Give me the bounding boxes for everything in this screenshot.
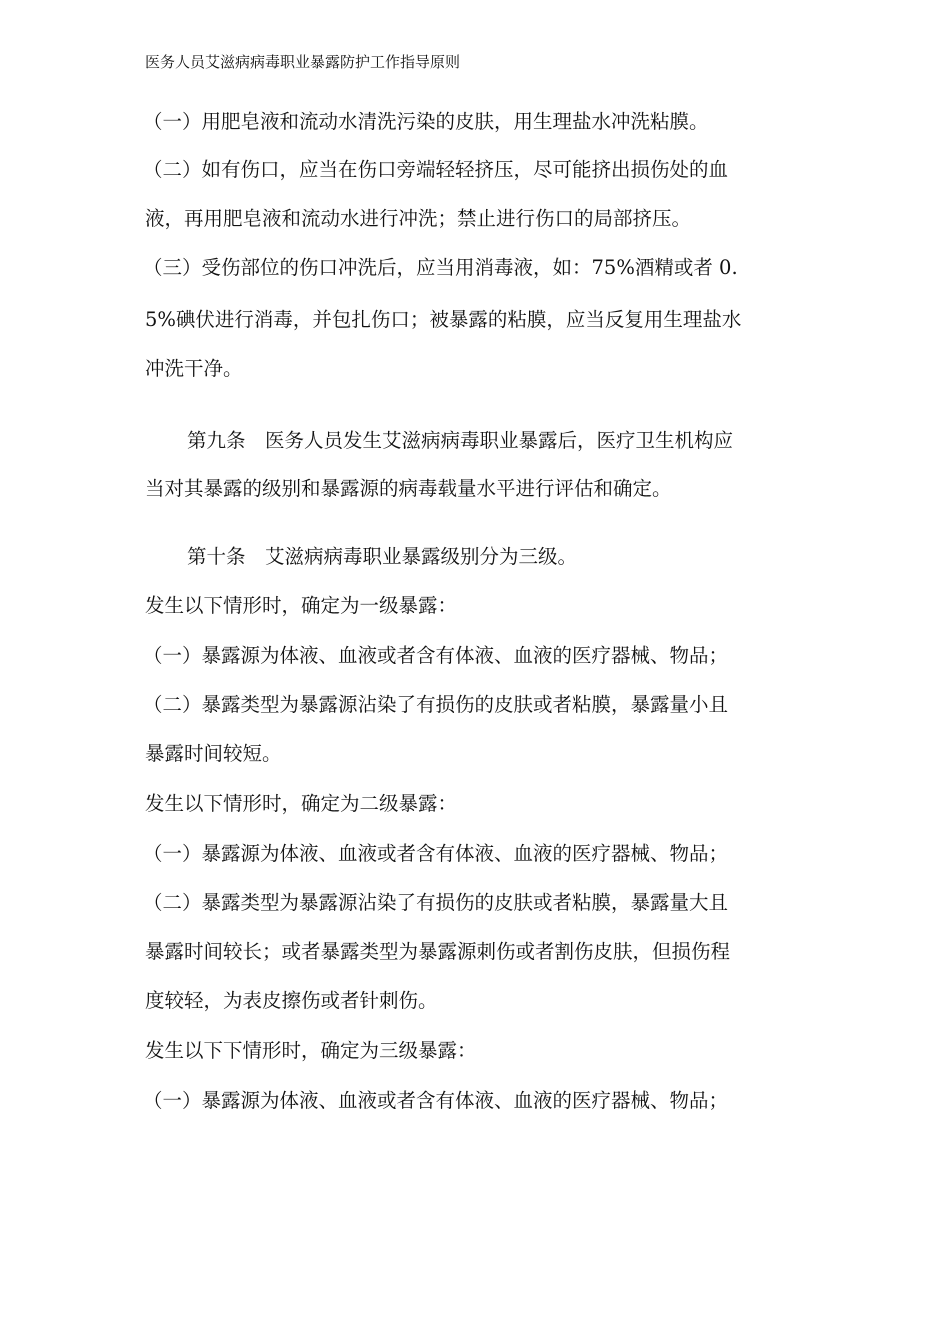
- level-2-item-2-line-2: 暴露时间较长；或者暴露类型为暴露源刺伤或者割伤皮肤，但损伤程: [145, 940, 731, 963]
- paragraph-line-5: 5%碘伏进行消毒，并包扎伤口；被暴露的粘膜，应当反复用生理盐水: [145, 308, 742, 331]
- article-9-line-2: 当对其暴露的级别和暴露源的病毒载量水平进行评估和确定。: [145, 477, 672, 500]
- level-2-item-1: （一）暴露源为体液、血液或者含有体液、血液的医疗器械、物品；: [143, 842, 729, 865]
- article-10-line-1: 第十条 艾滋病病毒职业暴露级别分为三级。: [187, 545, 578, 568]
- paragraph-line-3: 液，再用肥皂液和流动水进行冲洗；禁止进行伤口的局部挤压。: [145, 207, 692, 230]
- level-1-item-1: （一）暴露源为体液、血液或者含有体液、血液的医疗器械、物品；: [143, 644, 729, 667]
- level-2-item-2-line-1: （二）暴露类型为暴露源沾染了有损伤的皮肤或者粘膜，暴露量大且: [143, 891, 729, 914]
- level-1-item-2-line-2: 暴露时间较短。: [145, 742, 282, 765]
- paragraph-line-2: （二）如有伤口，应当在伤口旁端轻轻挤压，尽可能挤出损伤处的血: [143, 158, 729, 181]
- paragraph-line-6: 冲洗干净。: [145, 357, 243, 380]
- level-1-item-2-line-1: （二）暴露类型为暴露源沾染了有损伤的皮肤或者粘膜，暴露量小且: [143, 693, 729, 716]
- level-2-intro: 发生以下情形时，确定为二级暴露：: [145, 792, 458, 815]
- level-3-item-1: （一）暴露源为体液、血液或者含有体液、血液的医疗器械、物品；: [143, 1089, 729, 1112]
- running-header: 医务人员艾滋病病毒职业暴露防护工作指导原则: [145, 53, 461, 71]
- level-2-item-2-line-3: 度较轻，为表皮擦伤或者针刺伤。: [145, 989, 438, 1012]
- level-1-intro: 发生以下情形时，确定为一级暴露：: [145, 594, 458, 617]
- paragraph-line-1: （一）用肥皂液和流动水清洗污染的皮肤，用生理盐水冲洗粘膜。: [143, 110, 709, 133]
- paragraph-line-4: （三）受伤部位的伤口冲洗后，应当用消毒液，如：75%酒精或者 0.: [143, 256, 738, 279]
- level-3-intro: 发生以下下情形时，确定为三级暴露：: [145, 1039, 477, 1062]
- article-9-line-1: 第九条 医务人员发生艾滋病病毒职业暴露后，医疗卫生机构应: [187, 429, 734, 452]
